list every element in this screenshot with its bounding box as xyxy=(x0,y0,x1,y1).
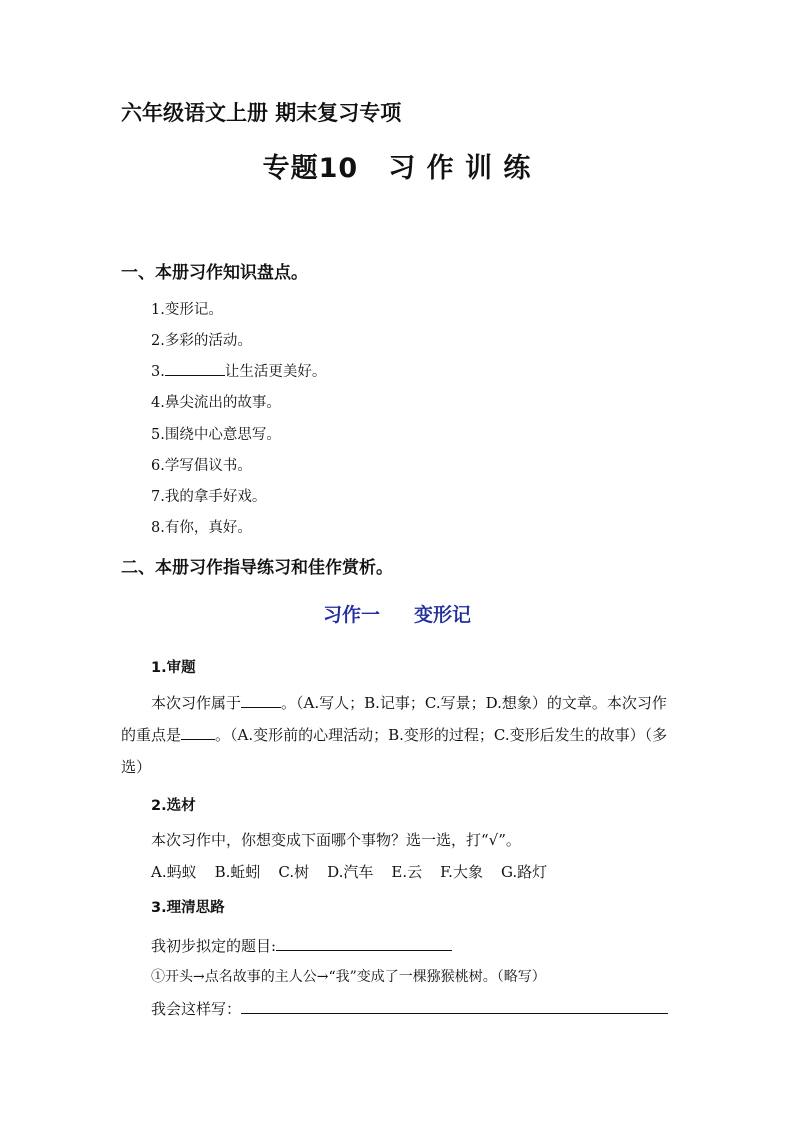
topic-label: 专题10 xyxy=(262,153,359,184)
knowledge-item: 5.围绕中心意思写。 xyxy=(151,427,281,443)
exercise-title xyxy=(0,600,794,627)
option-item[interactable]: B.蚯蚓 xyxy=(214,863,261,881)
topic-name: 习 作 训 练 xyxy=(388,153,532,184)
option-item[interactable]: C.树 xyxy=(278,863,310,881)
knowledge-item: 6.学写倡议书。 xyxy=(151,458,252,474)
step-title: 3.理清思路 xyxy=(151,900,225,916)
knowledge-item xyxy=(151,360,326,381)
section2-heading: 二、本册习作指导练习和佳作赏析。 xyxy=(121,558,393,578)
fill-blank[interactable] xyxy=(181,727,215,740)
page-title xyxy=(0,146,794,185)
option-item[interactable]: A.蚂蚁 xyxy=(151,863,197,881)
write-prompt-line xyxy=(151,998,668,1019)
write-input-line[interactable] xyxy=(241,999,668,1014)
fill-blank[interactable] xyxy=(165,363,225,376)
option-item[interactable]: E.云 xyxy=(391,863,423,881)
knowledge-item: 2.多彩的活动。 xyxy=(151,333,252,349)
knowledge-item: 8.有你，真好。 xyxy=(151,520,252,536)
write-prompt: 我会这样写： xyxy=(151,1000,242,1018)
option-list xyxy=(151,861,565,882)
item-suffix: 让生活更美好。 xyxy=(224,364,327,380)
fill-blank[interactable] xyxy=(241,695,281,708)
title-prompt-line xyxy=(151,935,452,956)
grade-line: 六年级语文上册 期末复习专项 xyxy=(121,101,402,125)
exercise-name: 变形记 xyxy=(414,604,472,626)
outline-line: ①开头→点名故事的主人公→“我”变成了一棵猕猴桃树。（略写） xyxy=(151,969,546,985)
step1-text-b: 。（A.写人；B.记事；C.写景；D.想象）的文章。本次习作的重点是 xyxy=(121,694,667,744)
knowledge-item: 1.变形记。 xyxy=(151,302,223,318)
knowledge-item: 4.鼻尖流出的故事。 xyxy=(151,395,281,411)
option-item[interactable]: D.汽车 xyxy=(327,863,374,881)
item-number: 3. xyxy=(151,364,165,380)
step2-prompt: 本次习作中，你想变成下面哪个事物？选一选，打“√”。 xyxy=(151,831,521,849)
step1-text-a: 本次习作属于 xyxy=(151,694,242,712)
exercise-label: 习作一 xyxy=(322,604,380,626)
option-item[interactable]: G.路灯 xyxy=(500,863,548,881)
step1-text-c: 。（A.变形前的心理活动；B.变形的过程；C.变形后发生的故事）（多选） xyxy=(121,726,668,776)
step1-paragraph xyxy=(121,687,676,783)
section1-heading: 一、本册习作知识盘点。 xyxy=(121,263,308,283)
title-input-line[interactable] xyxy=(276,936,452,951)
step-title: 1.审题 xyxy=(151,660,196,676)
title-prompt: 我初步拟定的题目: xyxy=(151,937,277,955)
option-item[interactable]: F.大象 xyxy=(440,863,483,881)
step-title: 2.选材 xyxy=(151,798,196,814)
knowledge-item: 7.我的拿手好戏。 xyxy=(151,489,267,505)
